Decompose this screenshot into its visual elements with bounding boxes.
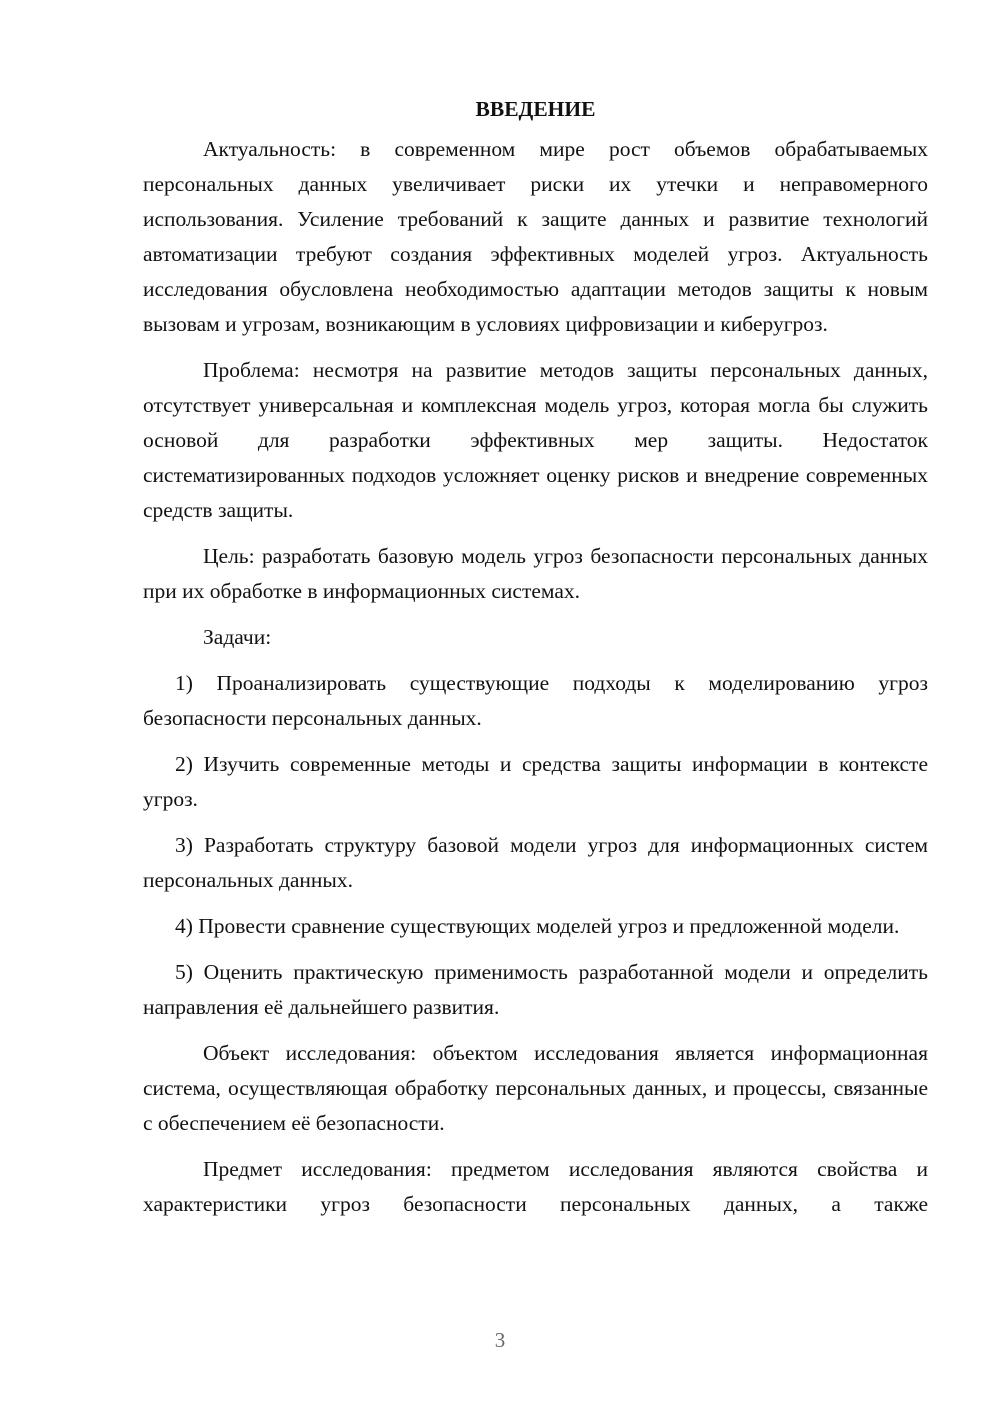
relevance-paragraph: Актуальность: в современном мире рост объемов обрабатываемых персональных данных увеличивает риски их утечки и неправомерного использования. Усиление требований к защите данных и развитие технологий автоматизации требуют создания эффективных моделей угроз. Актуальность исследования обусловлена необходимостью адаптации методов защиты к новым вызовам и угрозам, возникающим в условиях цифровизации и киберугроз.	[143, 137, 928, 336]
task-item-5: 5) Оценить практическую применимость разработанной модели и определить направления её дальнейшего развития.	[143, 960, 928, 1019]
task-item-1: 1) Проанализировать существующие подходы к моделированию угроз безопасности персональных данных.	[143, 671, 928, 730]
object-paragraph: Объект исследования: объектом исследования является информационная система, осуществляющая обработку персональных данных, и процессы, связанные с обеспечением её безопасности.	[143, 1041, 928, 1135]
page-number: 3	[494, 1328, 506, 1352]
goal-paragraph: Цель: разработать базовую модель угроз безопасности персональных данных при их обработке в информационных системах.	[143, 544, 928, 603]
task-item-4: 4) Провести сравнение существующих моделей угроз и предложенной модели.	[175, 914, 900, 938]
page-title: ВВЕДЕНИЕ	[475, 97, 596, 121]
problem-paragraph: Проблема: несмотря на развитие методов защиты персональных данных, отсутствует универсальная и комплексная модель угроз, которая могла бы служить основой для разработки эффективных мер защиты. Недостаток систематизированных подходов усложняет оценку рисков и внедрение современных средств защиты.	[143, 358, 928, 522]
subject-paragraph: Предмет исследования: предметом исследования являются свойства и характеристики угроз безопасности персональных данных, а также	[143, 1157, 928, 1216]
page-content	[143, 92, 928, 1222]
tasks-heading: Задачи:	[203, 625, 272, 649]
task-item-2: 2) Изучить современные методы и средства защиты информации в контексте угроз.	[143, 752, 928, 811]
task-item-3: 3) Разработать структуру базовой модели угроз для информационных систем персональных данных.	[143, 833, 928, 892]
